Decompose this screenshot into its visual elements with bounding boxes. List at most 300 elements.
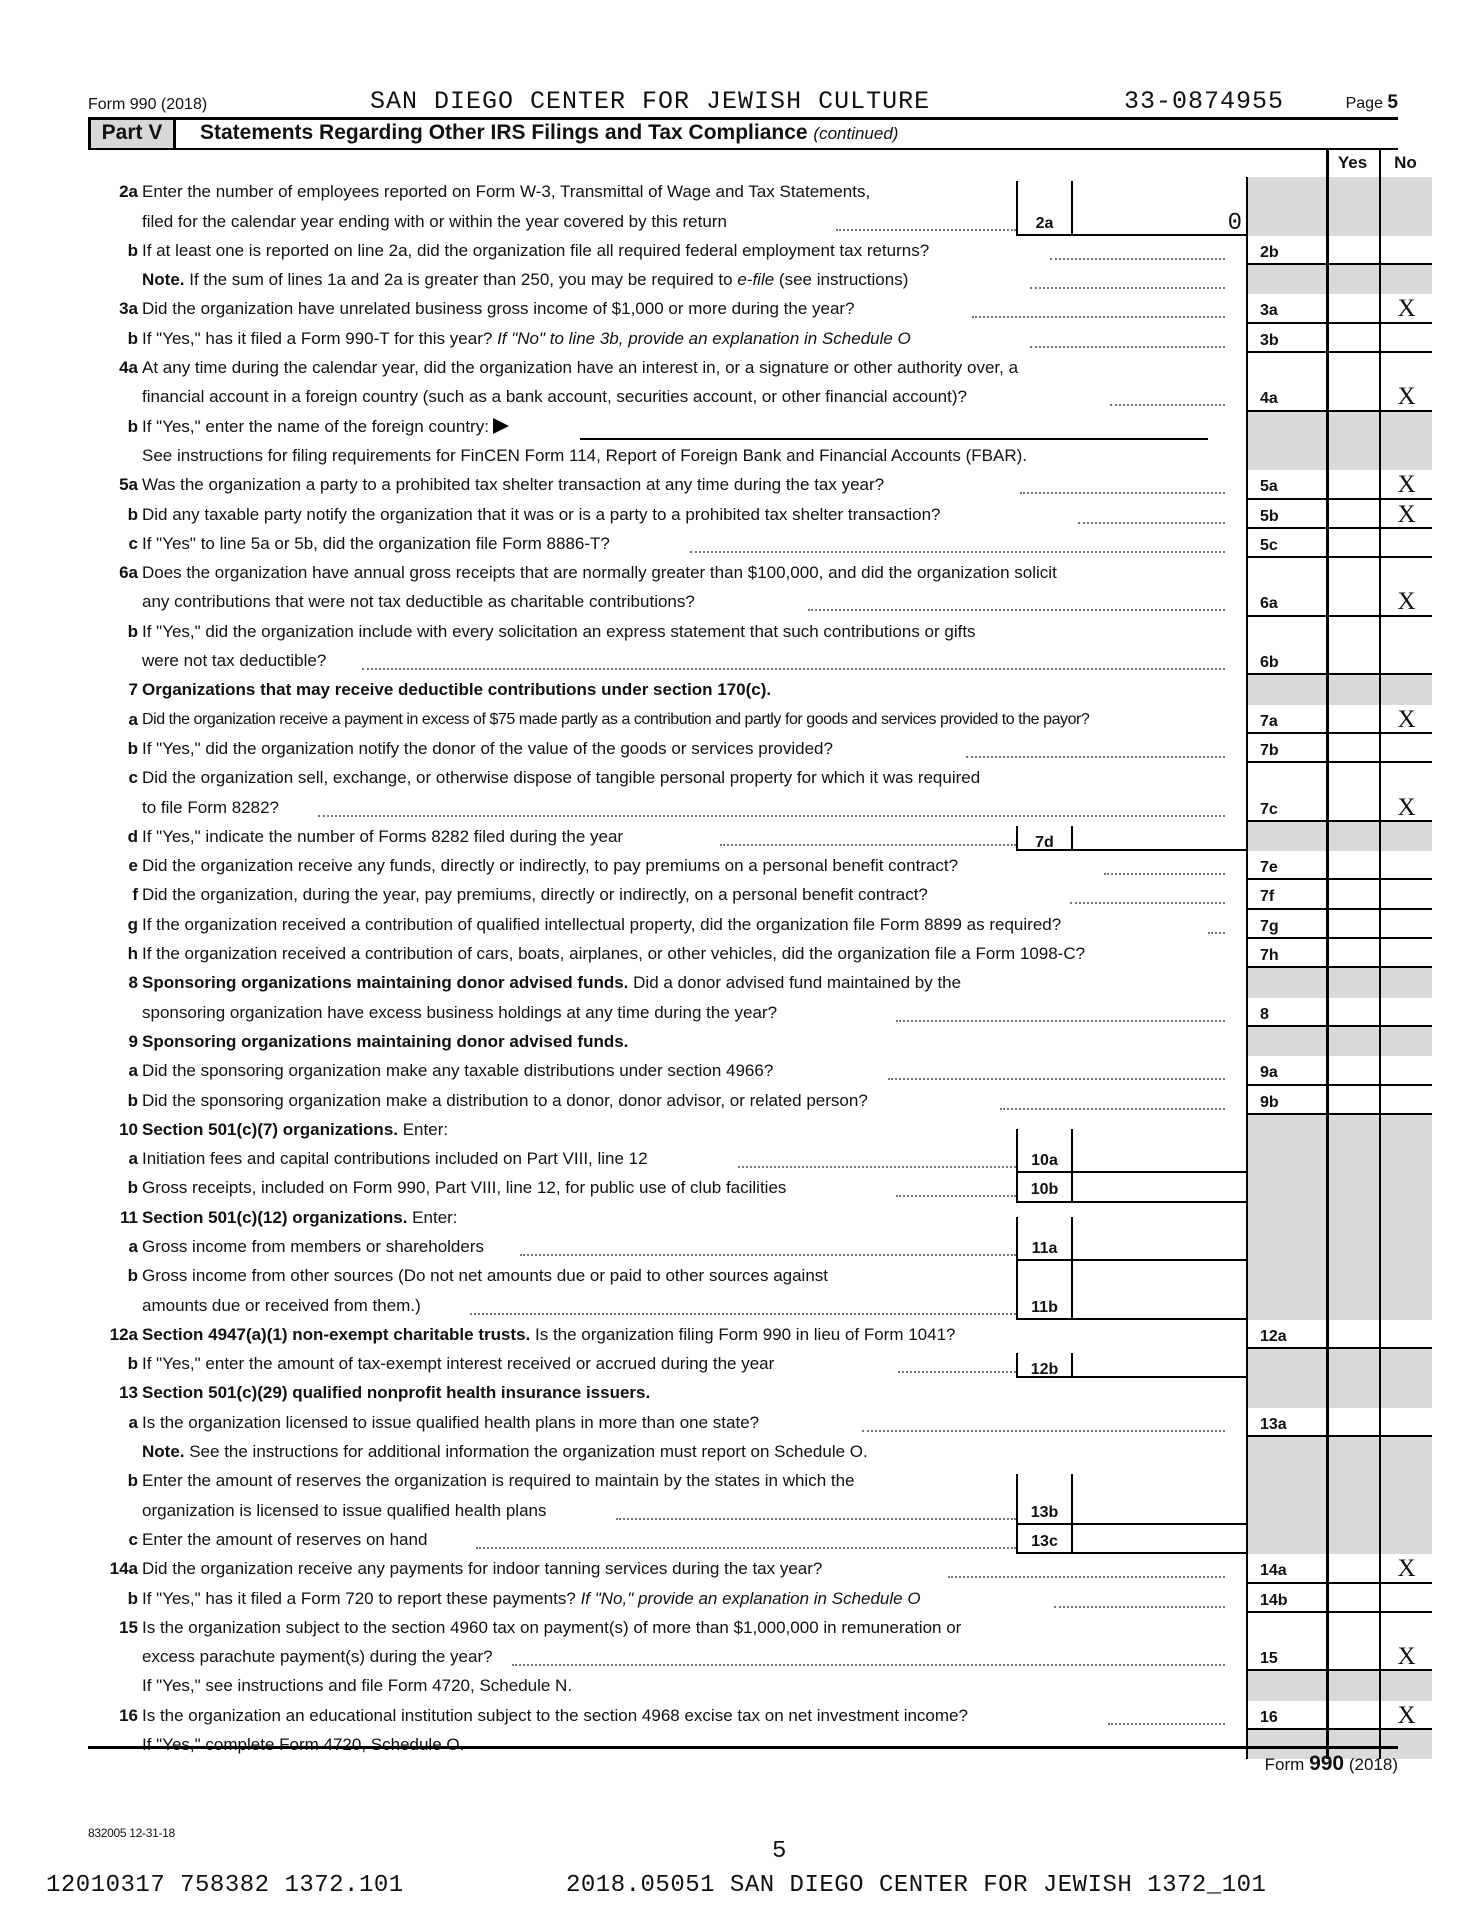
line-text xyxy=(142,1115,448,1144)
dot-leader xyxy=(1110,404,1225,406)
line-number: b xyxy=(127,328,138,348)
dot-leader xyxy=(896,1020,1225,1022)
line-body-text: Did the organization sell, exchange, or otherwise dispose of tangible personal property for which it was required xyxy=(142,768,981,788)
yes-checkbox[interactable] xyxy=(1326,1086,1379,1115)
line-text xyxy=(142,441,1027,470)
line-body-text: If at least one is reported on line 2a, did the organization file all required federal employment tax returns? xyxy=(142,240,930,260)
line-body-text: Is the organization an educational institution subject to the section 4968 excise tax on net investment income? xyxy=(142,1705,968,1725)
no-checkbox xyxy=(1379,412,1432,441)
yes-checkbox[interactable] xyxy=(1326,763,1379,792)
form-row xyxy=(88,1642,1416,1671)
yes-checkbox[interactable] xyxy=(1326,470,1379,499)
yes-checkbox[interactable] xyxy=(1326,294,1379,323)
line-text xyxy=(142,734,833,763)
line-text xyxy=(142,1173,786,1202)
line-label-cell: 14a xyxy=(1246,1554,1326,1583)
line-label-cell: 3b xyxy=(1246,324,1326,353)
form-row xyxy=(88,1408,1398,1437)
form-row xyxy=(88,177,1398,206)
line-text xyxy=(142,1613,961,1642)
line-body-text: Did the sponsoring organization make a distribution to a donor, donor advisor, or related person? xyxy=(142,1090,868,1110)
no-checkbox xyxy=(1379,265,1432,294)
line-number: e xyxy=(128,856,138,876)
yes-checkbox[interactable] xyxy=(1326,353,1379,382)
line-text xyxy=(142,1642,493,1671)
dot-leader xyxy=(616,1518,1016,1520)
no-checkbox[interactable] xyxy=(1379,880,1432,909)
line-label-cell xyxy=(1246,1261,1326,1290)
no-checkbox[interactable]: X xyxy=(1379,1554,1432,1583)
no-checkbox[interactable]: X xyxy=(1379,793,1432,822)
entry-box[interactable] xyxy=(1016,181,1246,206)
line-text xyxy=(142,324,911,353)
dot-leader xyxy=(896,1195,1016,1197)
line-label-cell xyxy=(1246,1027,1326,1056)
line-text xyxy=(142,382,967,411)
entry-box-label: 7d xyxy=(1018,826,1073,849)
yes-checkbox[interactable] xyxy=(1326,910,1379,939)
no-checkbox[interactable]: X xyxy=(1379,294,1432,323)
no-checkbox xyxy=(1379,1349,1432,1378)
line-text xyxy=(142,822,623,851)
dot-leader xyxy=(836,229,1016,231)
no-checkbox[interactable] xyxy=(1379,1408,1432,1437)
arrow-right-icon xyxy=(493,418,509,434)
line-body-text: were not tax deductible? xyxy=(142,651,327,671)
line-text xyxy=(142,1408,759,1437)
entry-box[interactable] xyxy=(1016,1474,1246,1495)
no-checkbox[interactable] xyxy=(1379,646,1432,675)
form-row xyxy=(88,1584,1398,1613)
entry-box-label: 2a xyxy=(1018,207,1073,234)
line-body-text: If "Yes," has it filed a Form 990-T for this year? xyxy=(142,328,498,348)
yes-checkbox[interactable] xyxy=(1326,1320,1379,1349)
line-body-text: If "Yes," did the organization notify the donor of the value of the goods or services provided? xyxy=(142,738,833,758)
form-row xyxy=(88,1554,1416,1583)
line-number: 16 xyxy=(119,1705,138,1725)
dot-leader xyxy=(948,1576,1225,1578)
line-body-text: If "Yes," complete Form 4720, Schedule O. xyxy=(142,1735,465,1755)
dot-leader xyxy=(888,1078,1225,1080)
no-checkbox[interactable] xyxy=(1379,558,1432,587)
line-text xyxy=(142,207,727,236)
line-label-cell: 15 xyxy=(1246,1642,1326,1671)
line-number: b xyxy=(127,738,138,758)
yes-checkbox[interactable] xyxy=(1326,500,1379,529)
yes-checkbox xyxy=(1326,1291,1379,1320)
no-checkbox xyxy=(1379,1027,1432,1056)
yes-checkbox[interactable] xyxy=(1326,998,1379,1027)
form-row xyxy=(88,646,1398,675)
yes-checkbox xyxy=(1326,968,1379,997)
yes-checkbox xyxy=(1326,207,1379,236)
no-checkbox[interactable] xyxy=(1379,1613,1432,1642)
no-checkbox xyxy=(1379,968,1432,997)
entry-box[interactable] xyxy=(1016,207,1246,236)
no-checkbox[interactable] xyxy=(1379,910,1432,939)
line-number: 4a xyxy=(119,358,138,378)
line-number: g xyxy=(127,914,138,934)
yes-checkbox[interactable] xyxy=(1326,851,1379,880)
footer-form-pre: Form xyxy=(1264,1755,1305,1774)
entry-box[interactable] xyxy=(1016,1291,1246,1320)
yes-checkbox[interactable] xyxy=(1326,705,1379,734)
form-row xyxy=(88,968,1398,997)
line-text xyxy=(142,617,976,646)
line-italic-text: If "No," provide an explanation in Schedule O xyxy=(580,1588,921,1608)
entry-box[interactable] xyxy=(1016,1232,1246,1261)
no-checkbox[interactable] xyxy=(1379,1320,1432,1349)
dot-leader xyxy=(1050,258,1225,260)
line-body-text: Is the organization subject to the section 4960 tax on payment(s) of more than $1,000,000 in remuneration or xyxy=(142,1617,962,1637)
line-body-text: Enter the amount of reserves the organization is required to maintain by the states in which the xyxy=(142,1471,855,1491)
line-label-cell xyxy=(1246,675,1326,704)
no-checkbox[interactable] xyxy=(1379,529,1432,558)
yes-checkbox xyxy=(1326,441,1379,470)
line-body-text: Enter: xyxy=(407,1207,458,1227)
line-text xyxy=(142,265,908,294)
line-body-text: Section 501(c)(29) qualified nonprofit health insurance issuers. xyxy=(142,1383,651,1403)
line-label-cell: 9b xyxy=(1246,1086,1326,1115)
line-body-text: See instructions for filing requirements for FinCEN Form 114, Report of Foreign Bank and Financial Accounts (FBAR). xyxy=(142,445,1028,465)
no-checkbox[interactable]: X xyxy=(1379,705,1432,734)
line-text xyxy=(142,851,958,880)
no-checkbox xyxy=(1379,441,1432,470)
yes-column-header: Yes xyxy=(1337,153,1368,172)
yes-checkbox[interactable] xyxy=(1326,1408,1379,1437)
yes-checkbox xyxy=(1326,177,1379,206)
dot-leader xyxy=(362,668,1225,670)
form-row xyxy=(88,558,1398,587)
entry-box[interactable] xyxy=(1016,1496,1246,1525)
no-checkbox[interactable] xyxy=(1379,1056,1432,1085)
line-label-cell xyxy=(1246,177,1326,206)
form-row xyxy=(88,910,1398,939)
form-row xyxy=(88,1027,1398,1056)
line-label-cell: 2b xyxy=(1246,236,1326,265)
line-number: 7 xyxy=(128,680,138,700)
dot-leader xyxy=(1020,492,1225,494)
form-row xyxy=(88,353,1398,382)
form-row xyxy=(88,763,1398,792)
line-number: 3a xyxy=(119,299,138,319)
line-label-cell xyxy=(1246,558,1326,587)
line-bold-text: Section 4947(a)(1) non-exempt charitable trusts. xyxy=(142,1324,531,1344)
line-label-cell xyxy=(1246,1466,1326,1495)
no-checkbox[interactable] xyxy=(1379,734,1432,763)
line-body-text: Did the organization receive a payment in excess of $75 made partly as a contribution and partly for goods and services provided to the payor? xyxy=(142,710,1090,728)
line-label-cell xyxy=(1246,1291,1326,1320)
entry-box-value[interactable]: 0 xyxy=(1227,209,1242,237)
entry-box[interactable] xyxy=(1016,1217,1246,1232)
form-row xyxy=(88,1466,1398,1495)
line-label-cell xyxy=(1246,1378,1326,1407)
bottom-rule xyxy=(88,1746,1398,1749)
line-text xyxy=(142,998,777,1027)
line-number: 2a xyxy=(119,182,138,202)
form-row xyxy=(88,500,1416,529)
line-text xyxy=(142,1466,855,1495)
form-row xyxy=(88,880,1398,909)
yes-checkbox[interactable] xyxy=(1326,1613,1379,1642)
yes-checkbox[interactable] xyxy=(1326,382,1379,411)
yes-checkbox xyxy=(1326,1232,1379,1261)
no-checkbox xyxy=(1379,1203,1432,1232)
no-checkbox[interactable] xyxy=(1379,324,1432,353)
no-checkbox xyxy=(1379,1115,1432,1144)
dot-leader xyxy=(738,1166,1016,1168)
yes-checkbox[interactable] xyxy=(1326,880,1379,909)
no-checkbox[interactable]: X xyxy=(1379,470,1432,499)
yes-checkbox[interactable] xyxy=(1326,939,1379,968)
no-checkbox[interactable]: X xyxy=(1379,382,1432,411)
form-row xyxy=(88,1671,1398,1700)
no-checkbox[interactable] xyxy=(1379,851,1432,880)
line-body-text: to file Form 8282? xyxy=(142,797,280,817)
form-row xyxy=(88,1203,1398,1232)
line-body-text: Sponsoring organizations maintaining donor advised funds. xyxy=(142,1031,629,1051)
line-number: 13 xyxy=(119,1383,138,1403)
dot-leader xyxy=(1108,1723,1225,1725)
line-number: b xyxy=(127,240,138,260)
entry-box[interactable] xyxy=(1016,826,1246,851)
line-body-text: Did any taxable party notify the organization that it was or is a party to a prohibited tax shelter transaction? xyxy=(142,504,941,524)
form-row xyxy=(88,1232,1398,1261)
line-number: 14a xyxy=(109,1559,138,1579)
line-body-text: Is the organization filing Form 990 in lieu of Form 1041? xyxy=(530,1324,956,1344)
line-label-cell xyxy=(1246,1203,1326,1232)
line-text xyxy=(142,968,961,997)
line-number: 9 xyxy=(128,1031,138,1051)
line-label-cell xyxy=(1246,1173,1326,1202)
no-checkbox[interactable] xyxy=(1379,1584,1432,1613)
line-text xyxy=(142,1554,822,1583)
part-title-bar xyxy=(88,117,1398,150)
part-title-text: Statements Regarding Other IRS Filings and Tax Compliance xyxy=(200,121,808,144)
form-row xyxy=(88,822,1398,851)
dot-leader xyxy=(720,844,1016,846)
line-text xyxy=(142,529,610,558)
no-checkbox xyxy=(1379,675,1432,704)
yes-checkbox[interactable] xyxy=(1326,558,1379,587)
form-row xyxy=(88,207,1398,236)
entry-box-label: 12b xyxy=(1018,1353,1073,1376)
yes-checkbox[interactable] xyxy=(1326,587,1379,616)
entry-box-label: 11a xyxy=(1018,1232,1073,1259)
line-body-text: excess parachute payment(s) during the year? xyxy=(142,1647,493,1667)
line-text xyxy=(142,1086,868,1115)
yes-checkbox xyxy=(1326,1525,1379,1554)
line-number: 12a xyxy=(109,1324,138,1344)
dot-leader xyxy=(1030,346,1225,348)
line-label-cell: 7f xyxy=(1246,880,1326,909)
entry-box-label: 13c xyxy=(1018,1525,1073,1552)
yes-checkbox xyxy=(1326,1437,1379,1466)
no-checkbox xyxy=(1379,207,1432,236)
line-body-text: If "Yes," indicate the number of Forms 8282 filed during the year xyxy=(142,826,624,846)
line-number: b xyxy=(127,1178,138,1198)
line-body-text: Is the organization licensed to issue qualified health plans in more than one state? xyxy=(142,1412,760,1432)
no-checkbox[interactable]: X xyxy=(1379,1701,1432,1730)
line-text xyxy=(142,294,855,323)
line-text xyxy=(142,1496,546,1525)
line-text xyxy=(142,1320,956,1349)
line-label-cell: 3a xyxy=(1246,294,1326,323)
line-body-text: Did a donor advised fund maintained by the xyxy=(628,973,962,993)
yes-checkbox[interactable] xyxy=(1326,1584,1379,1613)
yes-checkbox[interactable] xyxy=(1326,734,1379,763)
line-body-text: If "Yes," has it filed a Form 720 to report these payments? xyxy=(142,1588,581,1608)
form-row xyxy=(88,793,1416,822)
entry-box-label xyxy=(1018,181,1073,206)
dot-leader xyxy=(966,756,1225,758)
yes-checkbox[interactable] xyxy=(1326,617,1379,646)
no-checkbox xyxy=(1379,1496,1432,1525)
line-label-cell: 6a xyxy=(1246,587,1326,616)
line-label-cell: 13a xyxy=(1246,1408,1326,1437)
line-number: a xyxy=(128,1149,138,1169)
line-label-cell xyxy=(1246,822,1326,851)
line-label-cell xyxy=(1246,1144,1326,1173)
no-checkbox[interactable] xyxy=(1379,353,1432,382)
no-checkbox[interactable] xyxy=(1379,998,1432,1027)
no-checkbox[interactable] xyxy=(1379,236,1432,265)
line-label-cell xyxy=(1246,968,1326,997)
line-body-text: Did the organization receive any funds, directly or indirectly, to pay premiums on a personal benefit contract? xyxy=(142,856,959,876)
entry-box[interactable] xyxy=(1016,1525,1246,1554)
form-row xyxy=(88,529,1398,558)
line-text xyxy=(142,1671,572,1700)
entry-box[interactable] xyxy=(1016,1261,1246,1290)
yes-checkbox xyxy=(1326,822,1379,851)
line-italic-text: e-file xyxy=(737,270,775,290)
no-checkbox[interactable]: X xyxy=(1379,1642,1432,1671)
entry-box[interactable] xyxy=(1016,1353,1246,1378)
line-label-cell: 9a xyxy=(1246,1056,1326,1085)
form-row xyxy=(88,1496,1398,1525)
questions-table xyxy=(88,148,1417,1759)
line-label-cell: 7c xyxy=(1246,793,1326,822)
no-checkbox xyxy=(1379,1144,1432,1173)
line-text xyxy=(142,1378,650,1407)
yes-checkbox[interactable] xyxy=(1326,324,1379,353)
form-row xyxy=(88,1701,1416,1730)
dot-leader xyxy=(520,1254,1016,1256)
form-row xyxy=(88,939,1398,968)
line-label-cell xyxy=(1246,207,1326,236)
line-label-cell xyxy=(1246,1232,1326,1261)
yes-checkbox[interactable] xyxy=(1326,236,1379,265)
line-label-cell xyxy=(1246,412,1326,441)
entry-box[interactable] xyxy=(1016,1129,1246,1144)
no-checkbox[interactable] xyxy=(1379,617,1432,646)
line-label-cell xyxy=(1246,617,1326,646)
line-number: b xyxy=(127,621,138,641)
no-checkbox xyxy=(1379,1261,1432,1290)
line-label-cell: 7a xyxy=(1246,705,1326,734)
no-checkbox[interactable] xyxy=(1379,939,1432,968)
ein: 33-0874955 xyxy=(1124,87,1285,116)
line-text xyxy=(142,910,1061,939)
line-bold-text: Note. xyxy=(142,1442,185,1462)
form-row xyxy=(88,1730,1398,1759)
line-body-text: If "Yes" to line 5a or 5b, did the organization file Form 8886-T? xyxy=(142,533,610,553)
form-row xyxy=(88,148,1417,177)
line-number: b xyxy=(127,1090,138,1110)
form-row xyxy=(88,1086,1398,1115)
line-label-cell: 6b xyxy=(1246,646,1326,675)
line-text xyxy=(142,1701,968,1730)
entry-box-label: 10b xyxy=(1018,1173,1073,1200)
line-body-text: Gross income from other sources (Do not net amounts due or paid to other sources against xyxy=(142,1266,829,1286)
yes-checkbox[interactable] xyxy=(1326,1554,1379,1583)
no-checkbox[interactable]: X xyxy=(1379,500,1432,529)
stamp-right: 2018.05051 SAN DIEGO CENTER FOR JEWISH 1372_101 xyxy=(566,1872,1267,1899)
line-text xyxy=(142,353,1018,382)
line-body-text: filed for the calendar year ending with or within the year covered by this return xyxy=(142,211,727,231)
dot-leader xyxy=(808,609,1225,611)
yes-checkbox[interactable] xyxy=(1326,1642,1379,1671)
line-body-text: sponsoring organization have excess business holdings at any time during the year? xyxy=(142,1002,778,1022)
line-text xyxy=(142,470,884,499)
form-row xyxy=(88,441,1398,470)
no-checkbox[interactable] xyxy=(1379,1086,1432,1115)
yes-checkbox xyxy=(1326,1203,1379,1232)
footer-form-label xyxy=(1265,1752,1398,1776)
form-row xyxy=(88,1349,1398,1378)
line-text xyxy=(142,1056,773,1085)
line-text xyxy=(142,1027,628,1056)
entry-box[interactable] xyxy=(1016,1144,1246,1173)
dot-leader xyxy=(470,1313,1016,1315)
no-checkbox[interactable]: X xyxy=(1379,587,1432,616)
footer-form-number: 990 xyxy=(1309,1752,1345,1775)
line-label-cell xyxy=(1246,1496,1326,1525)
dot-leader xyxy=(690,551,1225,553)
line-number: c xyxy=(128,1529,138,1549)
line-label-cell: 7g xyxy=(1246,910,1326,939)
yes-checkbox[interactable] xyxy=(1326,1056,1379,1085)
entry-box-label: 10a xyxy=(1018,1144,1073,1171)
no-checkbox[interactable] xyxy=(1379,763,1432,792)
yes-checkbox[interactable] xyxy=(1326,646,1379,675)
form-row xyxy=(88,265,1398,294)
line-text xyxy=(142,1349,774,1378)
line-label-cell xyxy=(1246,1349,1326,1378)
line-number: d xyxy=(127,826,138,846)
foreign-country-input[interactable] xyxy=(580,438,1208,440)
yes-checkbox[interactable] xyxy=(1326,1701,1379,1730)
line-body-text: financial account in a foreign country (such as a bank account, securities account, or other financial account)? xyxy=(142,387,967,407)
line-label-cell xyxy=(1246,265,1326,294)
yes-checkbox[interactable] xyxy=(1326,793,1379,822)
dot-leader xyxy=(1104,873,1225,875)
form-code: 832005 12-31-18 xyxy=(88,1826,175,1840)
line-label-cell: 4a xyxy=(1246,382,1326,411)
line-number: a xyxy=(128,1412,138,1432)
line-label-cell: 7h xyxy=(1246,939,1326,968)
form-row xyxy=(88,236,1398,265)
line-bold-text: Section 501(c)(7) organizations. xyxy=(142,1119,398,1139)
dot-leader xyxy=(1078,522,1225,524)
entry-box[interactable] xyxy=(1016,1173,1246,1202)
no-checkbox xyxy=(1379,1173,1432,1202)
yes-checkbox xyxy=(1326,1115,1379,1144)
form-row xyxy=(88,734,1398,763)
line-number: b xyxy=(127,1354,138,1374)
line-body-text: Enter the amount of reserves on hand xyxy=(142,1529,428,1549)
yes-checkbox[interactable] xyxy=(1326,529,1379,558)
